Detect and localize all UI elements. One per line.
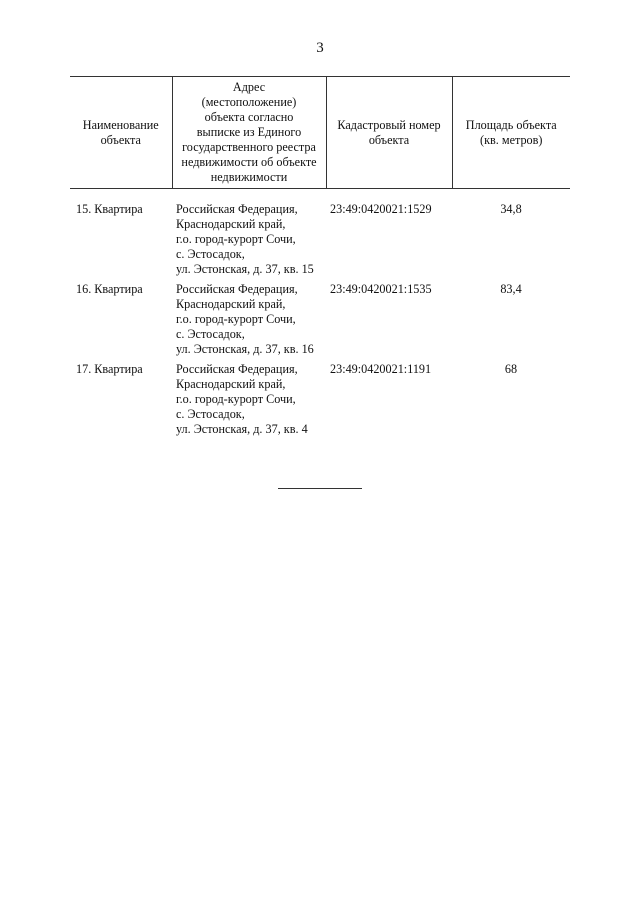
row-object-name: 15. Квартира — [76, 202, 143, 216]
row-area: 68 — [504, 362, 518, 376]
row-address: Российская Федерация, Краснодарский край, г.о. город-курорт Сочи, с. Эстосадок, ул. Эстонская, д. 37, кв. 16 — [176, 282, 314, 356]
header-area: Площадь объекта (кв. метров) — [452, 77, 570, 189]
row-address: Российская Федерация, Краснодарский край, г.о. город-курорт Сочи, с. Эстосадок, ул. Эстонская, д. 37, кв. 4 — [176, 362, 308, 436]
row-cadastral-number: 23:49:0420021:1535 — [330, 282, 432, 296]
row-object-name: 16. Квартира — [76, 282, 143, 296]
header-cadastral-number: Кадастровый номер объекта — [326, 77, 452, 189]
table-spacer — [70, 189, 570, 203]
row-address: Российская Федерация, Краснодарский край, г.о. город-курорт Сочи, с. Эстосадок, ул. Эстонская, д. 37, кв. 15 — [176, 202, 314, 276]
objects-table — [70, 76, 570, 442]
table-row — [70, 362, 570, 442]
row-cadastral-number: 23:49:0420021:1191 — [330, 362, 432, 376]
row-object-name: 17. Квартира — [76, 362, 143, 376]
row-area: 83,4 — [500, 282, 522, 296]
header-object-name: Наименование объекта — [70, 77, 172, 189]
table-header — [70, 77, 570, 189]
row-cadastral-number: 23:49:0420021:1529 — [330, 202, 432, 216]
table-body — [70, 189, 570, 443]
header-row — [70, 77, 570, 189]
page-number: 3 — [316, 40, 324, 56]
table-row — [70, 282, 570, 362]
table-row — [70, 202, 570, 282]
closing-divider — [278, 488, 362, 489]
header-address: Адрес (местоположение) объекта согласно выписке из Единого государственного реестра недвижимости об объекте недвижимости — [172, 77, 326, 189]
row-area: 34,8 — [500, 202, 522, 216]
